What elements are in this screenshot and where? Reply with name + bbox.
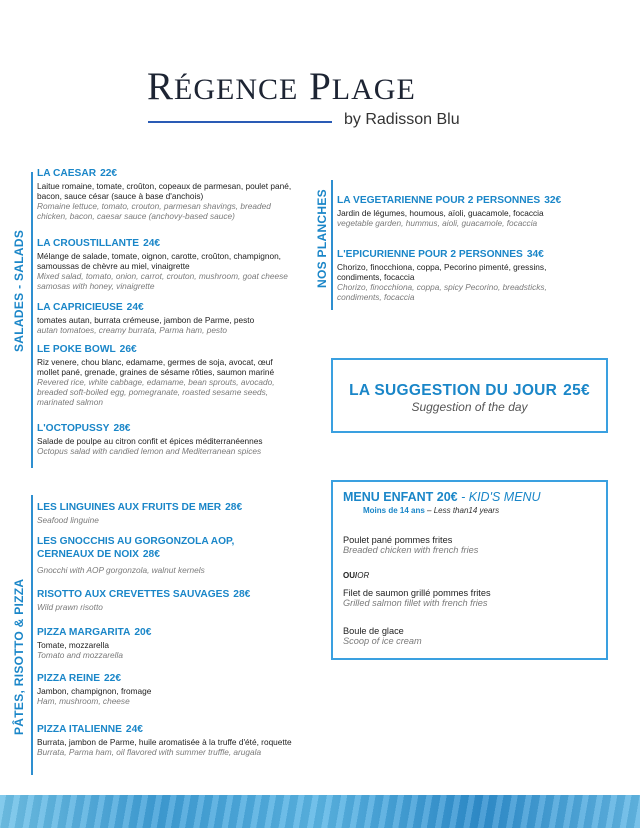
item-description-en: Gnocchi with AOP gorgonzola, walnut kernels	[37, 565, 205, 575]
brand-subtitle: by Radisson Blu	[344, 111, 460, 128]
item-description-en: Tomato and mozzarella	[37, 650, 123, 660]
item-description-en: Chorizo, finocchiona, coppa, spicy Pecorino, breadsticks, condiments, focaccia	[337, 282, 547, 302]
kids-or-separator: OU/OR	[343, 571, 370, 580]
menu-item	[37, 626, 297, 660]
menu-item	[37, 501, 297, 525]
pates-divider	[31, 495, 33, 775]
item-description-en: vegetable garden, hummus, aioli, guacamole, focaccia	[337, 218, 538, 228]
kids-menu-box	[331, 480, 608, 660]
item-description-fr: Laitue romaine, tomate, croûton, copeaux de parmesan, poulet pané, bacon, sauce césar (sauce à base d'anchois)	[37, 181, 292, 201]
menu-item	[37, 237, 297, 291]
menu-item	[37, 723, 337, 757]
item-title: RISOTTO AUX CREVETTES SAUVAGES 28€	[37, 589, 251, 600]
item-title: L'EPICURIENNE POUR 2 PERSONNES 34€	[337, 249, 544, 260]
item-title: LA CROUSTILLANTE 24€	[37, 238, 161, 249]
item-description-en: Ham, mushroom, cheese	[37, 696, 130, 706]
logo-underline	[148, 121, 332, 123]
item-title: PIZZA REINE 22€	[37, 673, 122, 684]
kids-age-note: Moins de 14 ans – Less than14 years	[363, 506, 500, 515]
brand-word-rest: ÉGENCE	[174, 73, 299, 106]
brand-letter: R	[147, 65, 175, 108]
item-title: LES GNOCCHIS AU GORGONZOLA AOP, CERNEAUX DE NOIX 28€	[37, 536, 235, 560]
suggestion-title: LA SUGGESTION DU JOUR 25€	[349, 382, 590, 399]
item-description-en: autan tomatoes, creamy burrata, Parma ham, pesto	[37, 325, 227, 335]
item-description-fr: Jardin de légumes, houmous, aïoli, guacamole, focaccia	[337, 208, 544, 218]
item-title: PIZZA MARGARITA 20€	[37, 627, 152, 638]
suggestion-subtitle: Suggestion of the day	[411, 400, 528, 414]
item-title: LA CAESAR 22€	[37, 168, 118, 179]
item-description-en: Romaine lettuce, tomato, crouton, parmesan shavings, breaded chicken, bacon, caesar sauce (anchovy-based sauce)	[37, 201, 271, 221]
item-description-fr: Jambon, champignon, fromage	[37, 686, 152, 696]
item-description-fr: Burrata, jambon de Parme, huile aromatisée à la truffe d'été, roquette	[37, 737, 292, 747]
item-title: LES LINGUINES AUX FRUITS DE MER 28€	[37, 502, 243, 513]
item-description-fr: Mélange de salade, tomate, oignon, carotte, croûton, champignon, samoussas de chèvre au miel, vinaigrette	[37, 251, 281, 271]
daily-suggestion-box	[331, 358, 608, 433]
brand-logo	[147, 64, 477, 109]
item-description-fr: Salade de poulpe au citron confit et épices méditerranéennes	[37, 436, 263, 446]
item-title: LA VEGETARIENNE POUR 2 PERSONNES 32€	[337, 195, 562, 206]
menu-item	[37, 167, 297, 221]
menu-item	[37, 588, 297, 612]
menu-item	[337, 248, 582, 302]
kids-item-en: Scoop of ice cream	[343, 636, 422, 646]
item-description-fr: tomates autan, burrata crémeuse, jambon de Parme, pesto	[37, 315, 255, 325]
item-title: L'OCTOPUSSY 28€	[37, 423, 131, 434]
decorative-watercolor-band	[0, 795, 640, 828]
section-label-planches: NOS PLANCHES	[315, 189, 329, 288]
brand-letter-2: P	[309, 65, 332, 108]
item-title: LE POKE BOWL 26€	[37, 344, 137, 355]
kids-item-en: Breaded chicken with french fries	[343, 545, 479, 555]
kids-menu-title: MENU ENFANT 20€ - KID'S MENU	[343, 490, 541, 504]
menu-item	[37, 672, 297, 706]
section-label-pates: PÂTES, RISOTTO & PIZZA	[12, 578, 26, 735]
kids-item-en: Grilled salmon fillet with french fries	[343, 598, 488, 608]
item-description-en: Revered rice, white cabbage, edamame, bean sprouts, avocado, breaded soft-boiled egg, pomegranate, roasted sesame seeds, marinated salmon	[37, 377, 275, 407]
item-description-en: Mixed salad, tomato, onion, carrot, crouton, mushroom, goat cheese samosas with honey, vinaigrette	[37, 271, 288, 291]
item-description-fr: Chorizo, finocchiona, coppa, Pecorino pimenté, gressins, condiments, focaccia	[337, 262, 547, 282]
section-label-salads: SALADES - SALADS	[12, 229, 26, 352]
item-description-en: Wild prawn risotto	[37, 602, 103, 612]
salads-divider	[31, 172, 33, 468]
item-title: LA CAPRICIEUSE 24€	[37, 302, 144, 313]
kids-item-fr: Poulet pané pommes frites	[343, 535, 453, 545]
kids-item-fr: Boule de glace	[343, 626, 404, 636]
menu-item	[37, 343, 297, 407]
menu-item	[337, 194, 587, 228]
menu-item	[37, 301, 297, 335]
kids-item-fr: Filet de saumon grillé pommes frites	[343, 588, 491, 598]
item-description-fr: Tomate, mozzarella	[37, 640, 109, 650]
menu-item	[37, 422, 282, 456]
item-description-en: Octopus salad with candied lemon and Mediterranean spices	[37, 446, 262, 456]
item-description-fr: Riz venere, chou blanc, edamame, germes de soja, avocat, œuf mollet pané, grenade, graines de sésame rôties, saumon mariné	[37, 357, 275, 377]
item-title: PIZZA ITALIENNE 24€	[37, 724, 143, 735]
planches-divider	[331, 180, 333, 310]
item-description-en: Burrata, Parma ham, oil flavored with summer truffle, arugala	[37, 747, 262, 757]
menu-item	[37, 535, 277, 575]
brand-word-rest-2: LAGE	[331, 73, 416, 106]
item-description-en: Seafood linguine	[37, 515, 99, 525]
